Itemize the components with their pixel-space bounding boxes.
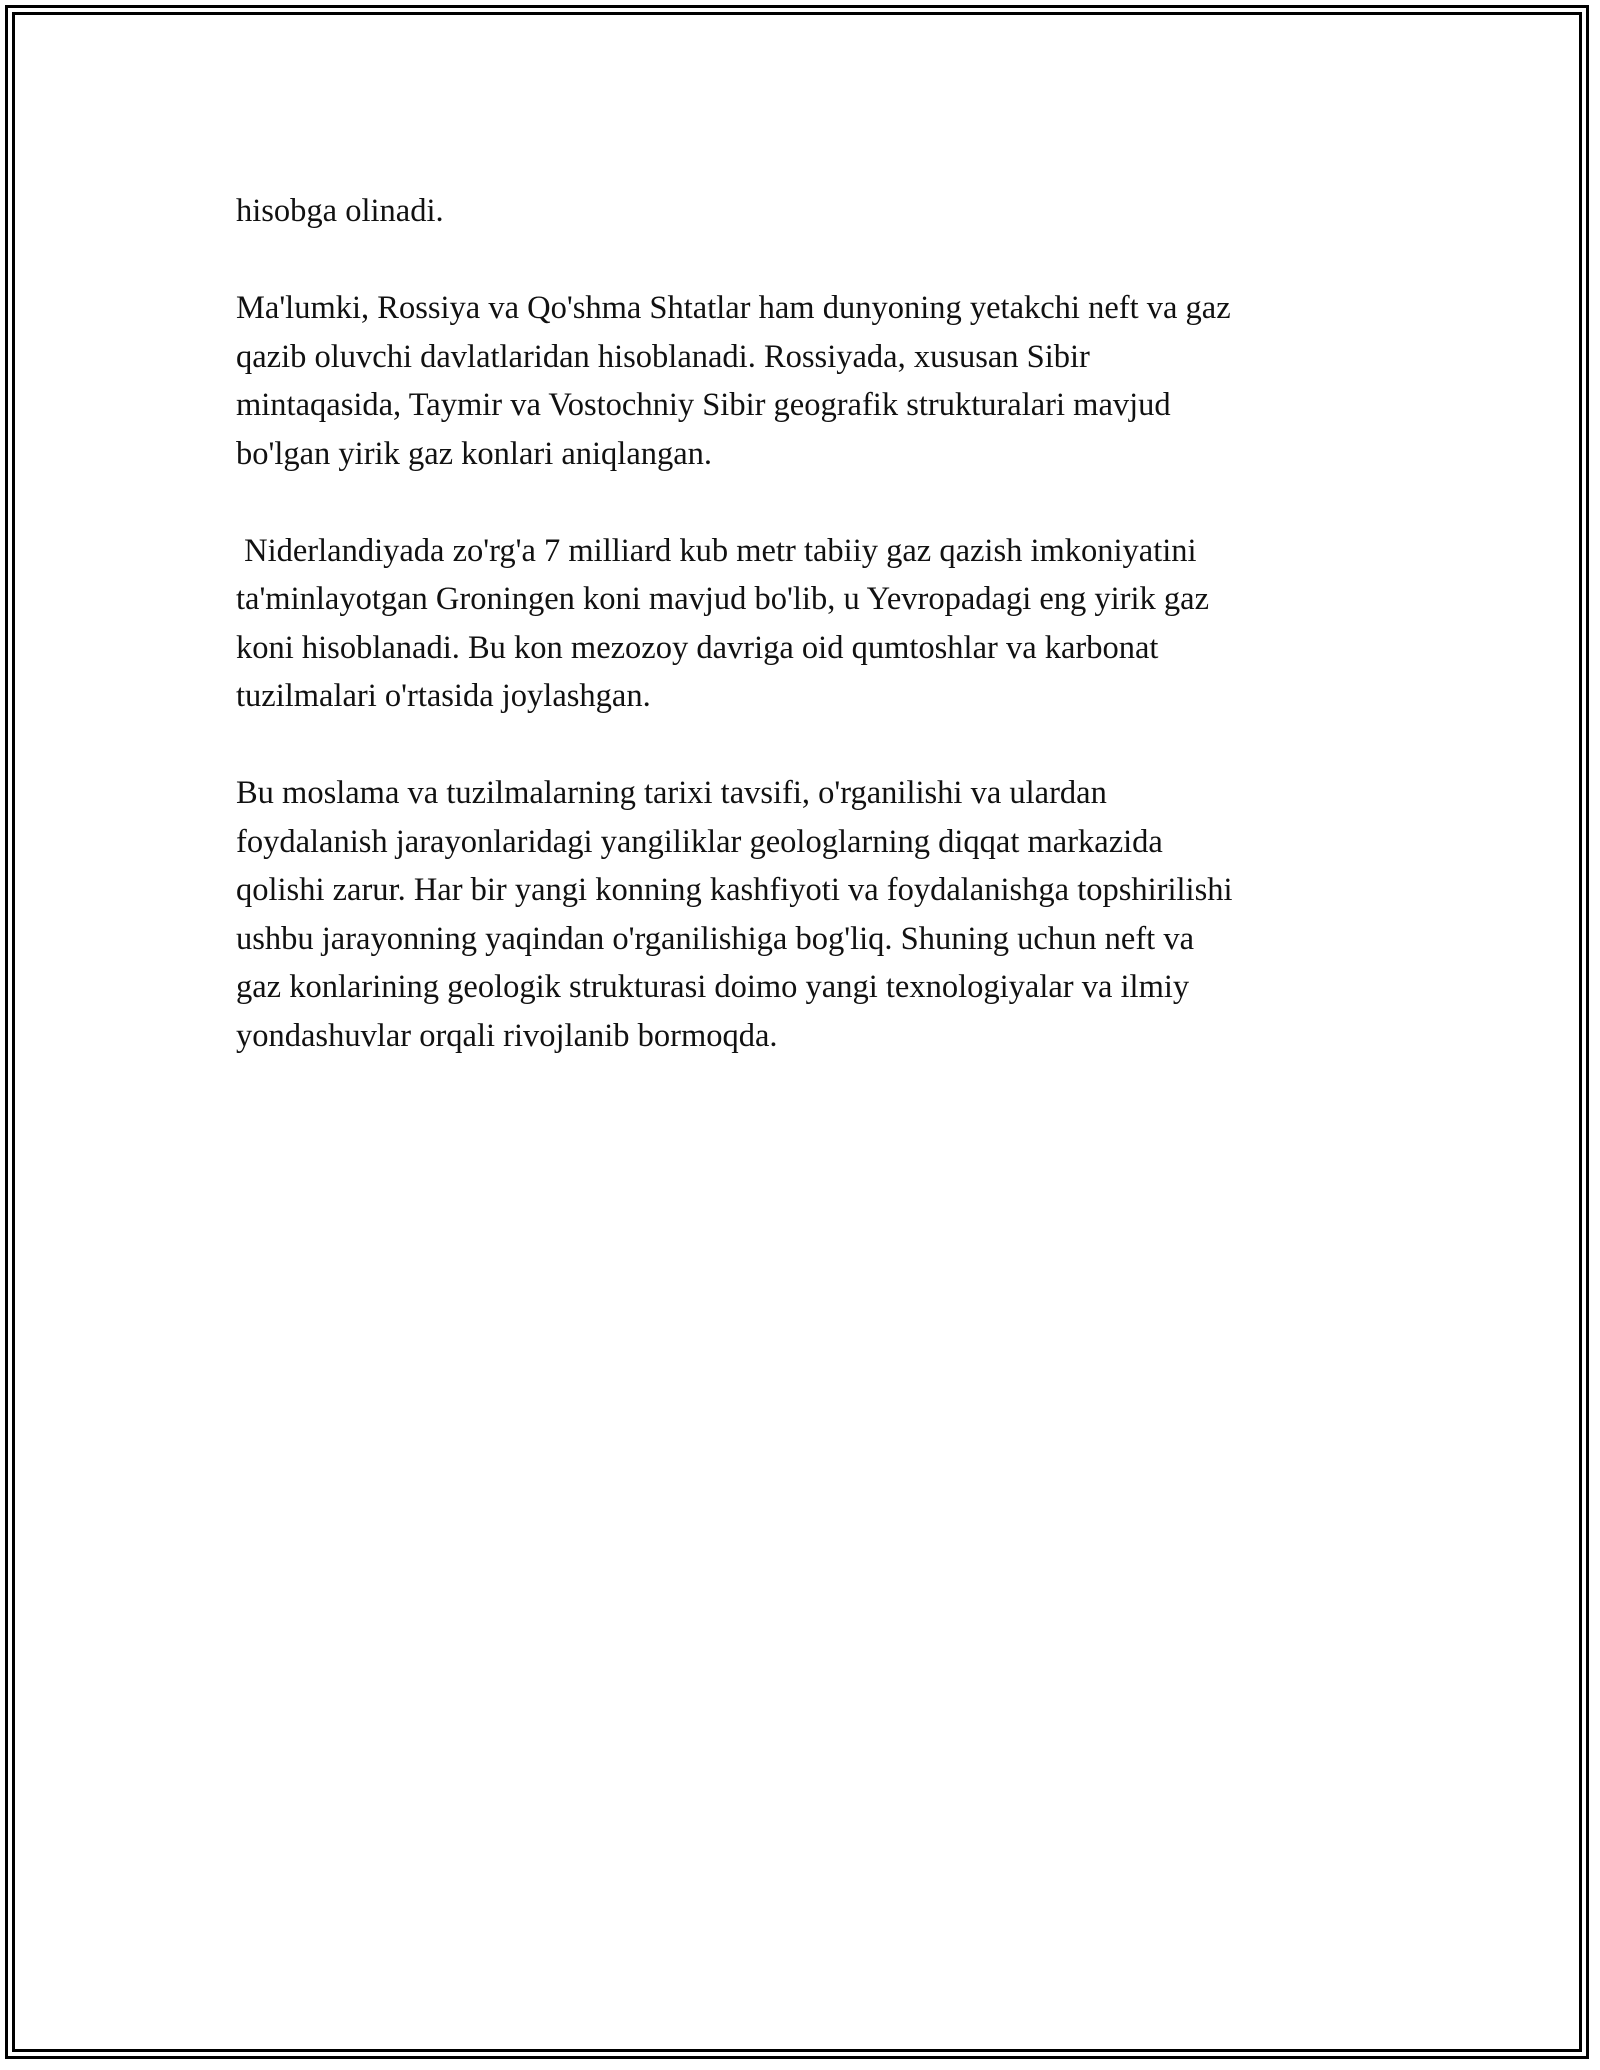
paragraph-3 (236, 527, 1386, 721)
text-line: tuzilmalari o'rtasida joylashgan. (236, 678, 651, 714)
text-line: gaz konlarining geologik strukturasi doimo yangi texnologiyalar va ilmiy (236, 969, 1190, 1005)
paragraph-spacer (236, 721, 1386, 770)
text-line: foydalanish jarayonlaridagi yangiliklar geologlarning diqqat markazida (236, 823, 1163, 860)
text-line: ta'minlayotgan Groningen koni mavjud bo'lib, u Yevropadagi eng yirik gaz (236, 581, 1210, 617)
text-line: koni hisoblanadi. Bu kon mezozoy davriga oid qumtoshlar va karbonat (236, 629, 1159, 666)
text-line: ushbu jarayonning yaqindan o'rganilishiga bog'liq. Shuning uchun neft va (236, 920, 1194, 957)
paragraph-spacer (236, 236, 1386, 285)
text-line: Bu moslama va tuzilmalarning tarixi tavsifi, o'rganilishi va ulardan (236, 775, 1107, 811)
text-line: qolishi zarur. Har bir yangi konning kashfiyoti va foydalanishga topshirilishi (236, 872, 1233, 908)
text-line: Niderlandiyada zo'rg'a 7 milliard kub metr tabiiy gaz qazish imkoniyatini (236, 532, 1197, 569)
text-line: yondashuvlar orqali rivojlanib bormoqda. (236, 1017, 778, 1054)
text-line: qazib oluvchi davlatlaridan hisoblanadi. Rossiyada, xususan Sibir (236, 338, 1090, 375)
text-line: hisobga olinadi. (236, 193, 444, 229)
text-line: mintaqasida, Taymir va Vostochniy Sibir geografik strukturalari mavjud (236, 387, 1171, 423)
paragraph-1 (236, 187, 1386, 236)
paragraph-spacer (236, 478, 1386, 527)
text-line: bo'lgan yirik gaz konlari aniqlangan. (236, 435, 713, 472)
text-line: Ma'lumki, Rossiya va Qo'shma Shtatlar ham dunyoning yetakchi neft va gaz (236, 290, 1231, 326)
paragraph-2 (236, 284, 1386, 478)
paragraph-4 (236, 769, 1386, 1060)
document-body (236, 187, 1386, 1060)
